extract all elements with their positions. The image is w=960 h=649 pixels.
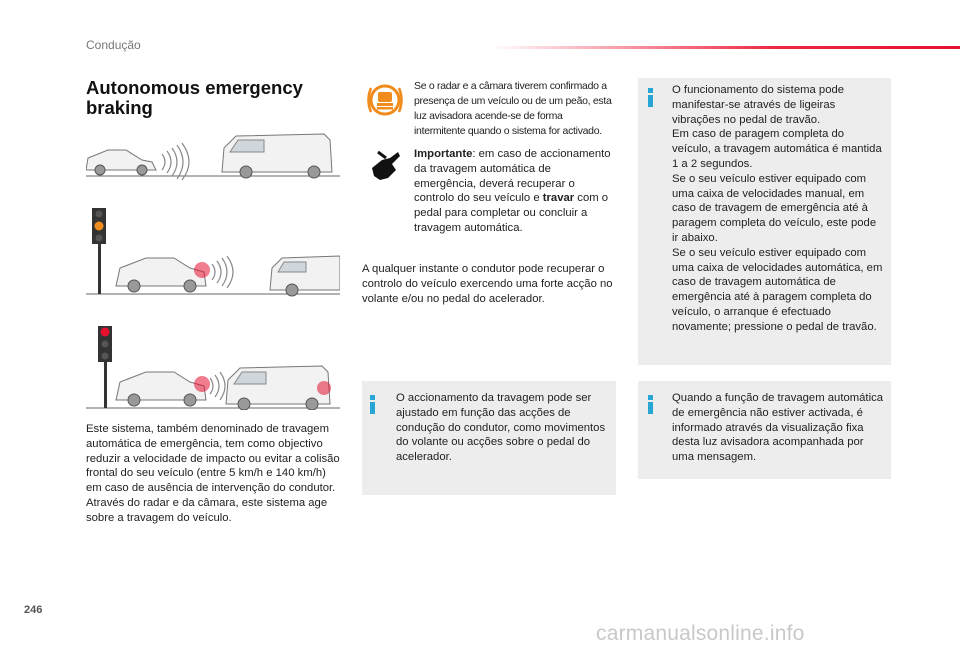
info-line-1: O funcionamento do sistema pode manifestar-se através de ligeiras vibrações no pedal de travão. xyxy=(672,84,845,126)
section-title: Condução xyxy=(86,38,141,52)
intro-text-1: Este sistema, também denominado de travagem automática de emergência, tem como objectivo reduzir a velocidade de impacto ou evitar a colisão frontal do seu veículo (entre 5 km/h e 140 km/h) em caso de ausência de intervenção do condutor. xyxy=(86,423,340,495)
warning-lamp-text: Se o radar e a câmara tiverem confirmado a presença de um veículo ou de um peão, esta luz avisadora acende-se de forma intermitente quando o sistema for activado. xyxy=(414,80,612,137)
illustration-braking-approach xyxy=(86,200,340,298)
info-icon xyxy=(648,88,653,107)
car-icon xyxy=(116,258,210,292)
driver-recover-paragraph: A qualquer instante o condutor pode recuperar o controlo do veículo exercendo uma forte acção no volante e/ou no pedal do acelerador. xyxy=(362,263,613,305)
info-icon xyxy=(370,395,375,414)
intro-paragraph xyxy=(86,422,342,526)
important-bold: travar xyxy=(542,192,575,205)
info-icon xyxy=(648,395,653,414)
van-icon xyxy=(222,134,332,178)
van-icon xyxy=(226,366,331,410)
intro-text-2: Através do radar e da câmara, este sistema age sobre a travagem do veículo. xyxy=(86,496,328,524)
info-line-2: Em caso de paragem completa do veículo, a travagem automática é mantida 1 a 2 segundos. xyxy=(672,128,882,170)
important-paragraph xyxy=(414,147,614,236)
traffic-light-icon xyxy=(92,208,106,294)
header-rule xyxy=(490,46,960,49)
car-icon xyxy=(86,150,156,175)
watermark: carmanualsonline.info xyxy=(596,622,805,645)
page-number: 246 xyxy=(24,604,43,616)
info-box-system-behaviour xyxy=(638,78,891,365)
important-text-1: : em caso de accionamento da travagem automática de emergência, deverá recuperar o controlo do seu veículo e xyxy=(414,148,611,205)
van-icon xyxy=(270,256,340,296)
radar-waves-icon xyxy=(162,143,189,180)
info-box-function-deactivated xyxy=(638,381,891,479)
info-text: Quando a função de travagem automática de emergência não estiver activada, é informado através da visualização fixa desta luz avisadora acompanhada por uma mensagem. xyxy=(672,392,884,464)
illustration-car-following-van xyxy=(86,130,340,182)
page-title: Autonomous emergency braking xyxy=(86,77,303,118)
info-text-lines xyxy=(672,83,884,335)
illustration-emergency-braking xyxy=(86,322,340,410)
traffic-light-icon xyxy=(98,326,112,408)
radar-waves-icon xyxy=(212,256,233,288)
important-label: Importante xyxy=(414,148,473,160)
info-line-4: Se o seu veículo estiver equipado com uma caixa de velocidades automática, em caso de travagem automática de emergência até à paragem completa do veículo, o arranque é efectuado novamente; pressione o pedal de travão. xyxy=(672,246,883,333)
radar-waves-icon xyxy=(210,372,225,400)
info-box-braking-adjust xyxy=(362,381,616,495)
info-text: O accionamento da travagem pode ser ajustado em função das acções de condução do condutor, como movimentos do volante ou acções sobre o pedal do acelerador. xyxy=(396,392,606,464)
important-text-2: com o pedal para completar ou concluir a travagem automática. xyxy=(414,192,609,234)
hand-steering-icon xyxy=(368,148,402,184)
braking-warning-lamp-icon xyxy=(366,82,404,118)
info-line-3: Se o seu veículo estiver equipado com uma caixa de velocidades manual, em caso de travagem de emergência até à paragem completa do veículo, este pode ir abaixo. xyxy=(672,172,877,244)
car-icon xyxy=(116,372,210,406)
